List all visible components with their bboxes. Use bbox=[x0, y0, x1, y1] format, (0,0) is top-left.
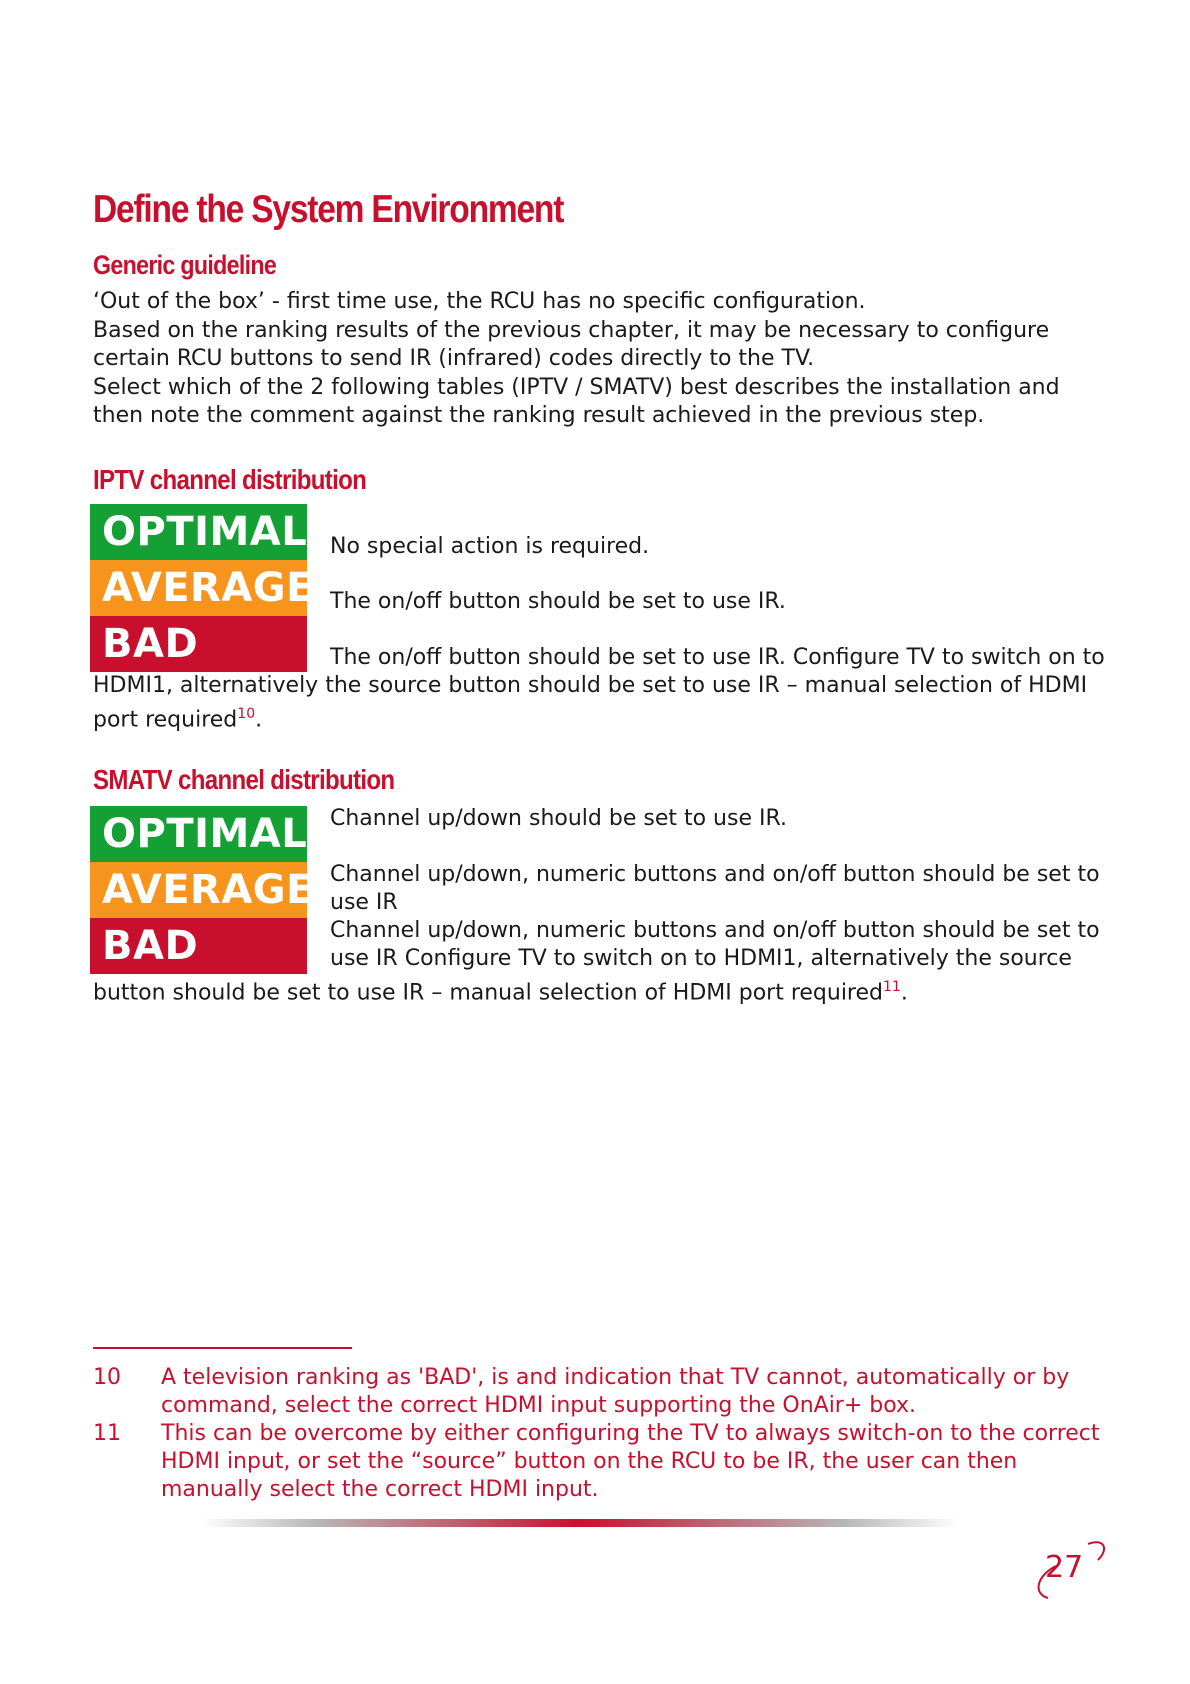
smatv-bad-text-rest bbox=[93, 973, 1113, 1007]
period: . bbox=[255, 707, 263, 733]
footnote-number: 10 bbox=[93, 1365, 121, 1390]
smatv-average-text: Channel up/down, numeric buttons and on/off button should be set to use IR bbox=[330, 862, 1100, 915]
iptv-bad-text-body: HDMI1, alternatively the source button should be set to use IR – manual selection of HDMI port required bbox=[93, 673, 1088, 733]
page-number: 27 bbox=[1045, 1550, 1084, 1585]
iptv-heading: IPTV channel distribution bbox=[93, 464, 367, 495]
footnote-text: A television ranking as 'BAD', is and indication that TV cannot, automatically or by command, select the correct HDMI input supporting the OnAir+ box. bbox=[161, 1365, 1070, 1418]
page-title: Define the System Environment bbox=[93, 188, 564, 231]
smatv-bad-badge: BAD bbox=[90, 918, 307, 974]
footnote-divider bbox=[93, 1347, 352, 1349]
iptv-average-text: The on/off button should be set to use IR. bbox=[330, 589, 786, 614]
iptv-optimal-badge: OPTIMAL bbox=[90, 504, 307, 560]
smatv-heading: SMATV channel distribution bbox=[93, 764, 395, 795]
smatv-optimal-text: Channel up/down should be set to use IR. bbox=[330, 806, 787, 831]
generic-guideline-body bbox=[93, 288, 1113, 431]
smatv-optimal-badge: OPTIMAL bbox=[90, 806, 307, 862]
smatv-average-badge: AVERAGE bbox=[90, 862, 307, 918]
footnote-text: This can be overcome by either configuring the TV to always switch-on to the correct HDMI input, or set the “source” button on the RCU to be IR, the user can then manually select the correct HDMI input. bbox=[161, 1421, 1100, 1502]
generic-guideline-heading: Generic guideline bbox=[93, 250, 277, 280]
paragraph: ‘Out of the box’ - first time use, the RCU has no specific configuration. bbox=[93, 289, 866, 314]
iptv-bad-badge: BAD bbox=[90, 616, 307, 672]
paragraph: Based on the ranking results of the previous chapter, it may be necessary to configure certain RCU buttons to send IR (infrared) codes directly to the TV. bbox=[93, 317, 1050, 371]
footer-bar bbox=[200, 1519, 960, 1527]
period: . bbox=[900, 980, 908, 1006]
footnote-ref-10[interactable]: 10 bbox=[237, 706, 256, 722]
iptv-bad-text-rest bbox=[93, 672, 1093, 734]
paragraph: Select which of the 2 following tables (IPTV / SMATV) best describes the installation and then note the comment against the ranking result achieved in the previous step. bbox=[93, 374, 1060, 428]
iptv-optimal-text: No special action is required. bbox=[330, 534, 650, 559]
smatv-bad-text-body: button should be set to use IR – manual selection of HDMI port required bbox=[93, 980, 883, 1006]
footnote-number: 11 bbox=[93, 1421, 121, 1446]
iptv-bad-text-first: The on/off button should be set to use IR. Configure TV to switch on to bbox=[330, 645, 1105, 670]
footnote-11 bbox=[93, 1420, 1123, 1504]
footnote-ref-11[interactable]: 11 bbox=[883, 979, 901, 995]
footnote-10 bbox=[93, 1364, 1123, 1420]
iptv-average-badge: AVERAGE bbox=[90, 560, 307, 616]
smatv-bad-text-first: Channel up/down, numeric buttons and on/off button should be set to use IR Configure TV to switch on to HDMI1, alternatively the source bbox=[330, 918, 1100, 971]
